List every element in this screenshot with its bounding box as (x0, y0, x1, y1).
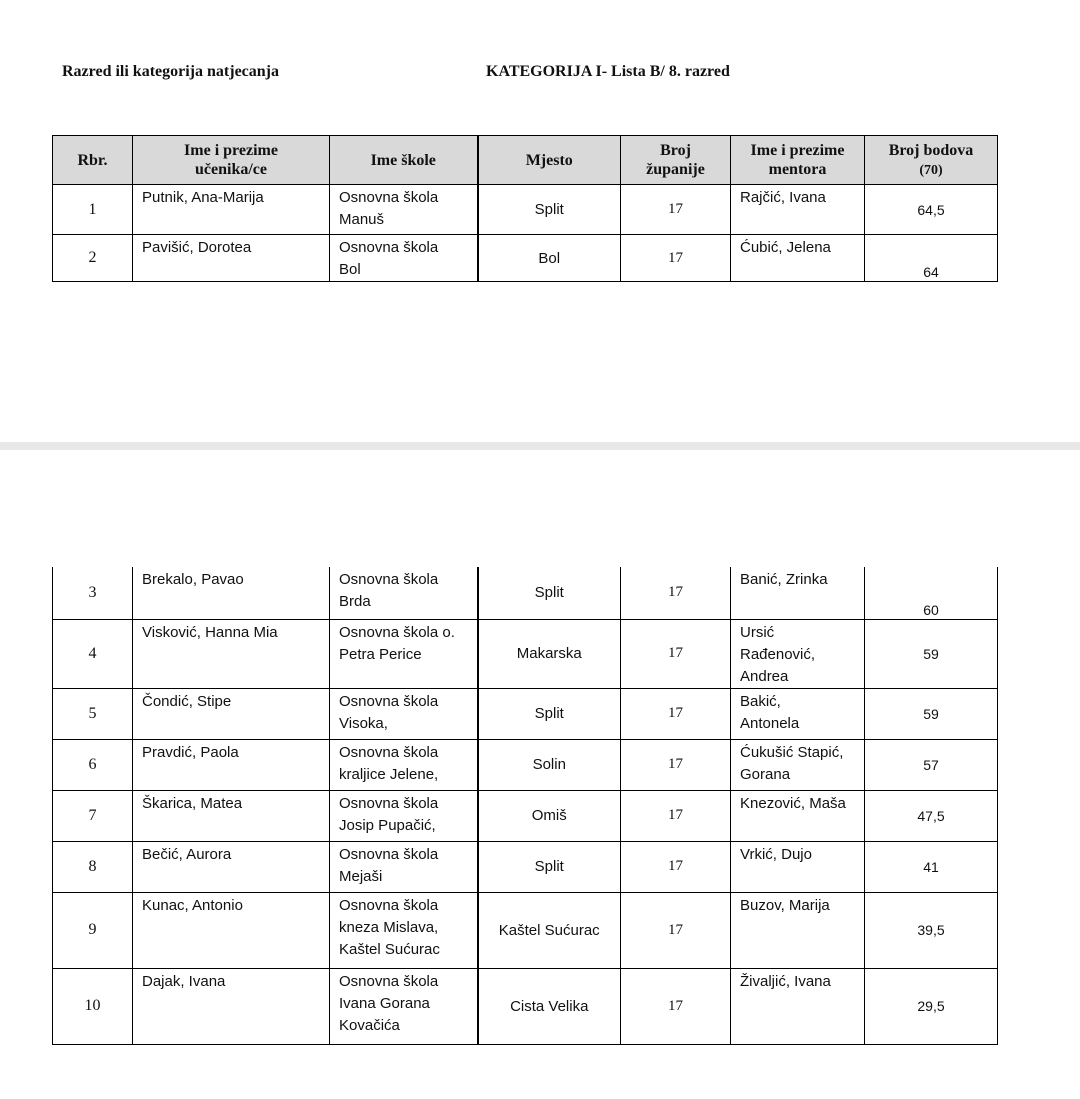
cell-line: Rajčić, Ivana (740, 189, 826, 206)
cell-mentor (731, 739, 865, 790)
cell-mjesto: Cista Velika (478, 968, 621, 1044)
cell-mjesto: Split (478, 841, 621, 892)
cell-line: Osnovna škola o. (339, 623, 455, 641)
cell-mjesto: Makarska (478, 619, 621, 688)
cell-line: Antonela (740, 714, 800, 732)
results-table-page-1 (52, 135, 998, 282)
cell-bodovi: 39,5 (865, 892, 998, 968)
cell-zupanija: 17 (621, 619, 731, 688)
cell-line: Bakić, (740, 692, 781, 710)
cell-line: Mejaši (339, 867, 383, 885)
cell-bodovi: 57 (865, 739, 998, 790)
cell-skola (330, 790, 478, 841)
col-ucenik: Ime i prezime učenika/ce (133, 136, 330, 185)
cell-mjesto: Kaštel Sućurac (478, 892, 621, 968)
table-row (53, 185, 998, 235)
cell-line: Andrea (740, 667, 789, 685)
cell-zupanija: 17 (621, 235, 731, 282)
cell-line: Osnovna škola (339, 239, 439, 256)
cell-line: Buzov, Marija (740, 896, 830, 914)
cell-bodovi: 47,5 (865, 790, 998, 841)
cell-line: Osnovna škola (339, 845, 439, 863)
cell-line: Osnovna škola (339, 743, 439, 761)
cell-ucenik: Dajak, Ivana (133, 968, 330, 1044)
cell-line: Gorana (740, 765, 791, 783)
cell-skola (330, 688, 478, 739)
category-label: Razred ili kategorija natjecanja (62, 63, 279, 80)
col-skola: Ime škole (330, 136, 478, 185)
col-mentor: Ime i prezime mentora (731, 136, 865, 185)
col-rbr: Rbr. (53, 136, 133, 185)
cell-mentor (731, 790, 865, 841)
col-bodovi: Broj bodova (70) (865, 136, 998, 185)
table-row (53, 619, 998, 688)
cell-rbr: 9 (53, 892, 133, 968)
cell-bodovi: 59 (865, 619, 998, 688)
cell-line: Petra Perice (339, 645, 422, 663)
table-row (53, 892, 998, 968)
table-row (53, 567, 998, 619)
table-row (53, 739, 998, 790)
cell-skola (330, 739, 478, 790)
cell-line: kraljice Jelene, (339, 765, 439, 783)
cell-zupanija: 17 (621, 688, 731, 739)
cell-zupanija: 17 (621, 892, 731, 968)
cell-rbr: 4 (53, 619, 133, 688)
category-value: KATEGORIJA I- Lista B/ 8. razred (486, 63, 730, 80)
cell-mjesto: Bol (478, 235, 621, 282)
cell-ucenik: Putnik, Ana-Marija (133, 185, 330, 235)
cell-line: Bol (339, 261, 361, 278)
table-row (53, 968, 998, 1044)
cell-ucenik: Pavišić, Dorotea (133, 235, 330, 282)
cell-line: Osnovna škola (339, 794, 439, 812)
cell-line: Ćukušić Stapić, (740, 743, 844, 761)
cell-line: Knezović, Maša (740, 794, 846, 812)
cell-skola (330, 567, 478, 619)
col-zupanija: Broj županije (621, 136, 731, 185)
cell-mentor (731, 235, 865, 282)
cell-bodovi: 41 (865, 841, 998, 892)
cell-rbr: 8 (53, 841, 133, 892)
cell-mjesto: Solin (478, 739, 621, 790)
cell-line: Kovačića (339, 1016, 400, 1034)
cell-rbr: 2 (53, 235, 133, 282)
cell-mentor (731, 688, 865, 739)
table-row (53, 235, 998, 282)
cell-line: Živaljić, Ivana (740, 972, 831, 990)
cell-line: Rađenović, (740, 645, 816, 663)
cell-mentor (731, 619, 865, 688)
cell-line: Josip Pupačić, (339, 816, 436, 834)
cell-mjesto: Split (478, 688, 621, 739)
cell-bodovi: 64,5 (865, 185, 998, 235)
cell-mentor (731, 185, 865, 235)
cell-ucenik: Pravdić, Paola (133, 739, 330, 790)
cell-rbr: 10 (53, 968, 133, 1044)
cell-skola (330, 892, 478, 968)
cell-bodovi: 59 (865, 688, 998, 739)
page-separator (0, 442, 1080, 450)
cell-ucenik: Bečić, Aurora (133, 841, 330, 892)
results-table-page-2 (52, 567, 998, 1045)
cell-zupanija: 17 (621, 968, 731, 1044)
cell-skola (330, 968, 478, 1044)
table-header-row (53, 136, 998, 185)
cell-mentor (731, 567, 865, 619)
cell-line: Osnovna škola (339, 692, 439, 710)
cell-zupanija: 17 (621, 185, 731, 235)
cell-line: Ivana Gorana (339, 994, 430, 1012)
cell-line: Vrkić, Dujo (740, 845, 812, 863)
cell-rbr: 6 (53, 739, 133, 790)
cell-rbr: 7 (53, 790, 133, 841)
cell-skola (330, 841, 478, 892)
table-row (53, 841, 998, 892)
cell-bodovi: 29,5 (865, 968, 998, 1044)
cell-rbr: 5 (53, 688, 133, 739)
cell-skola (330, 185, 478, 235)
cell-ucenik: Brekalo, Pavao (133, 567, 330, 619)
cell-line: Ursić (740, 623, 775, 641)
cell-mjesto: Omiš (478, 790, 621, 841)
cell-line: Visoka, (339, 714, 388, 732)
cell-zupanija: 17 (621, 739, 731, 790)
cell-line: Kaštel Sućurac (339, 940, 440, 958)
cell-mjesto: Split (478, 185, 621, 235)
cell-zupanija: 17 (621, 841, 731, 892)
cell-line: Ćubić, Jelena (740, 239, 831, 256)
cell-mentor (731, 892, 865, 968)
cell-rbr: 1 (53, 185, 133, 235)
cell-rbr: 3 (53, 567, 133, 619)
cell-zupanija: 17 (621, 790, 731, 841)
cell-line: Manuš (339, 211, 385, 228)
cell-zupanija: 17 (621, 567, 731, 619)
cell-line: kneza Mislava, (339, 918, 439, 936)
table-row (53, 688, 998, 739)
cell-mentor (731, 841, 865, 892)
cell-line: Osnovna škola (339, 972, 439, 990)
cell-line: Osnovna škola (339, 571, 439, 588)
cell-ucenik: Visković, Hanna Mia (133, 619, 330, 688)
cell-mjesto: Split (478, 567, 621, 619)
cell-line: Osnovna škola (339, 189, 439, 206)
cell-bodovi: 64 (865, 235, 998, 282)
cell-line: Banić, Zrinka (740, 571, 828, 588)
cell-line: Brda (339, 593, 371, 610)
cell-ucenik: Kunac, Antonio (133, 892, 330, 968)
cell-skola (330, 235, 478, 282)
cell-bodovi: 60 (865, 567, 998, 619)
cell-skola (330, 619, 478, 688)
col-mjesto: Mjesto (478, 136, 621, 185)
cell-ucenik: Škarica, Matea (133, 790, 330, 841)
cell-line: Osnovna škola (339, 896, 439, 914)
cell-ucenik: Čondić, Stipe (133, 688, 330, 739)
cell-mentor (731, 968, 865, 1044)
table-row (53, 790, 998, 841)
